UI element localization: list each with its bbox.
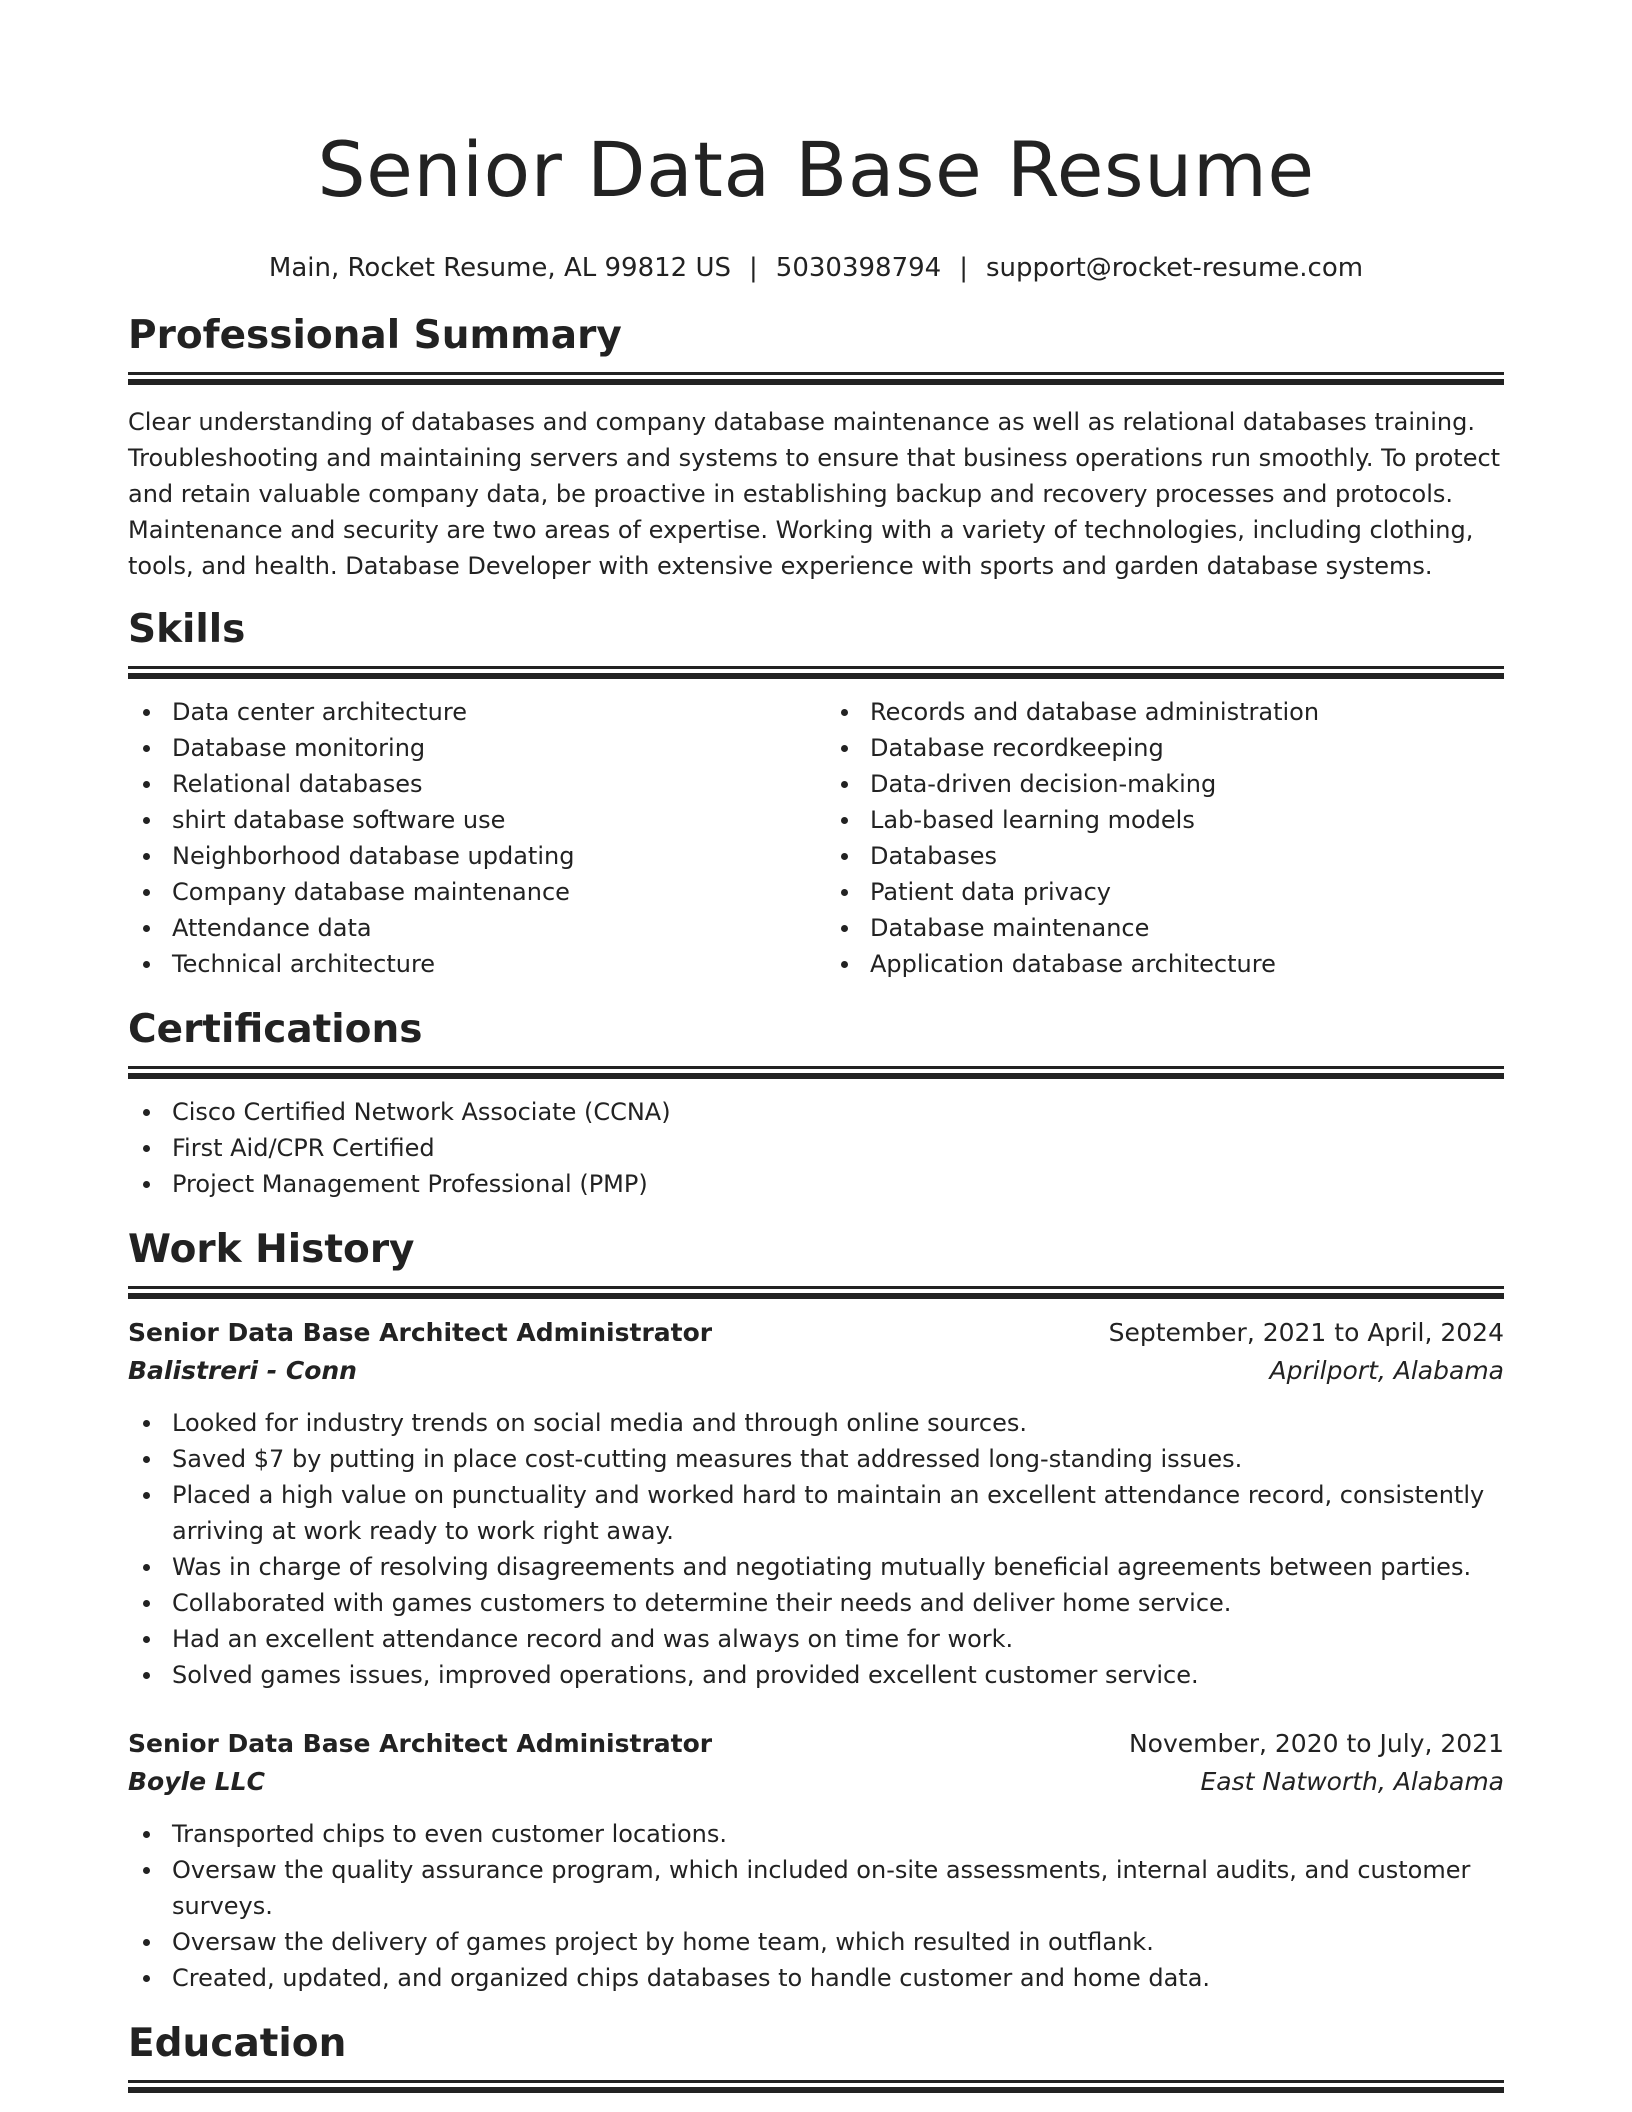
job-subheader [128, 1763, 1504, 1801]
skill-item: Lab-based learning models [826, 802, 1504, 838]
skill-item: Database monitoring [128, 730, 816, 766]
job-bullet: Oversaw the quality assurance program, which included on-site assessments, internal audits, and customer surveys. [128, 1852, 1504, 1924]
job-bullet: Saved $7 by putting in place cost-cutting measures that addressed long-standing issues. [128, 1441, 1504, 1477]
certifications-list [128, 1094, 1504, 1202]
skill-item: Neighborhood database updating [128, 838, 816, 874]
job-bullet: Collaborated with games customers to determine their needs and deliver home service. [128, 1585, 1504, 1621]
job-bullet: Placed a high value on punctuality and worked hard to maintain an excellent attendance record, consistently arriving at work ready to work right away. [128, 1477, 1504, 1549]
job-dates: November, 2020 to July, 2021 [1128, 1729, 1504, 1758]
job-header [128, 1725, 1504, 1763]
skills-list-left [128, 694, 816, 982]
skill-item: Database recordkeeping [826, 730, 1504, 766]
skill-item: Patient data privacy [826, 874, 1504, 910]
skill-item: Data-driven decision-making [826, 766, 1504, 802]
skill-item: shirt database software use [128, 802, 816, 838]
job-bullets [128, 1405, 1504, 1693]
section-divider [128, 2080, 1504, 2093]
skill-item: Technical architecture [128, 946, 816, 982]
job-subheader [128, 1352, 1504, 1390]
job-company: Boyle LLC [128, 1767, 265, 1796]
skill-item: Databases [826, 838, 1504, 874]
job-bullet: Created, updated, and organized chips databases to handle customer and home data. [128, 1960, 1504, 1996]
job-location: Aprilport, Alabama [1269, 1356, 1504, 1385]
resume-title: Senior Data Base Resume [317, 125, 1315, 214]
summary-section [128, 310, 1504, 584]
contact-separator: | [959, 253, 968, 283]
section-heading-summary: Professional Summary [128, 313, 622, 358]
certification-item: Project Management Professional (PMP) [128, 1166, 1504, 1202]
skill-item: Attendance data [128, 910, 816, 946]
job-bullet: Solved games issues, improved operations, and provided excellent customer service. [128, 1657, 1504, 1693]
job-bullets [128, 1816, 1504, 1996]
contact-separator: | [749, 253, 758, 283]
skill-item: Application database architecture [826, 946, 1504, 982]
job-bullet: Had an excellent attendance record and was always on time for work. [128, 1621, 1504, 1657]
section-divider [128, 1286, 1504, 1299]
job-bullet: Oversaw the delivery of games project by home team, which resulted in outflank. [128, 1924, 1504, 1960]
section-heading-skills: Skills [128, 607, 246, 652]
section-heading-education: Education [128, 2021, 347, 2066]
section-divider [128, 666, 1504, 679]
job-entry [128, 1314, 1504, 1693]
certification-item: First Aid/CPR Certified [128, 1130, 1504, 1166]
contact-address: Main, Rocket Resume, AL 99812 US [268, 253, 732, 283]
summary-text: Clear understanding of databases and company database maintenance as well as relational databases training. Troubleshooting and maintaining servers and systems to ensure that business operations run smoothly. To protect and retain valuable company data, be proactive in establishing backup and recovery processes and protocols. Maintenance and security are two areas of expertise. Working with a variety of technologies, including clothing, tools, and health. Database Developer with extensive experience with sports and garden database systems. [128, 408, 1501, 580]
job-header [128, 1314, 1504, 1352]
skill-item: Records and database administration [826, 694, 1504, 730]
work-history-section [128, 1224, 1504, 1996]
certifications-section [128, 1004, 1504, 1202]
contact-email[interactable]: support@rocket-resume.com [985, 253, 1364, 283]
job-entry [128, 1725, 1504, 1996]
job-bullet: Looked for industry trends on social media and through online sources. [128, 1405, 1504, 1441]
skill-item: Relational databases [128, 766, 816, 802]
skill-item: Data center architecture [128, 694, 816, 730]
job-bullet: Transported chips to even customer locations. [128, 1816, 1504, 1852]
education-section [128, 2018, 1504, 2093]
section-heading-certifications: Certifications [128, 1007, 423, 1052]
section-heading-work-history: Work History [128, 1227, 415, 1272]
section-divider [128, 372, 1504, 385]
job-dates: September, 2021 to April, 2024 [1108, 1318, 1504, 1347]
certification-item: Cisco Certified Network Associate (CCNA) [128, 1094, 1504, 1130]
skill-item: Company database maintenance [128, 874, 816, 910]
job-location: East Natworth, Alabama [1200, 1767, 1504, 1796]
skills-list-right [816, 694, 1504, 982]
job-title: Senior Data Base Architect Administrator [128, 1318, 713, 1347]
job-bullet: Was in charge of resolving disagreements and negotiating mutually beneficial agreements between parties. [128, 1549, 1504, 1585]
section-divider [128, 1066, 1504, 1079]
contact-line [128, 248, 1504, 288]
skills-grid [128, 694, 1504, 982]
job-title: Senior Data Base Architect Administrator [128, 1729, 713, 1758]
skill-item: Database maintenance [826, 910, 1504, 946]
job-company: Balistreri - Conn [128, 1356, 357, 1385]
contact-phone: 5030398794 [775, 253, 942, 283]
skills-section [128, 604, 1504, 982]
